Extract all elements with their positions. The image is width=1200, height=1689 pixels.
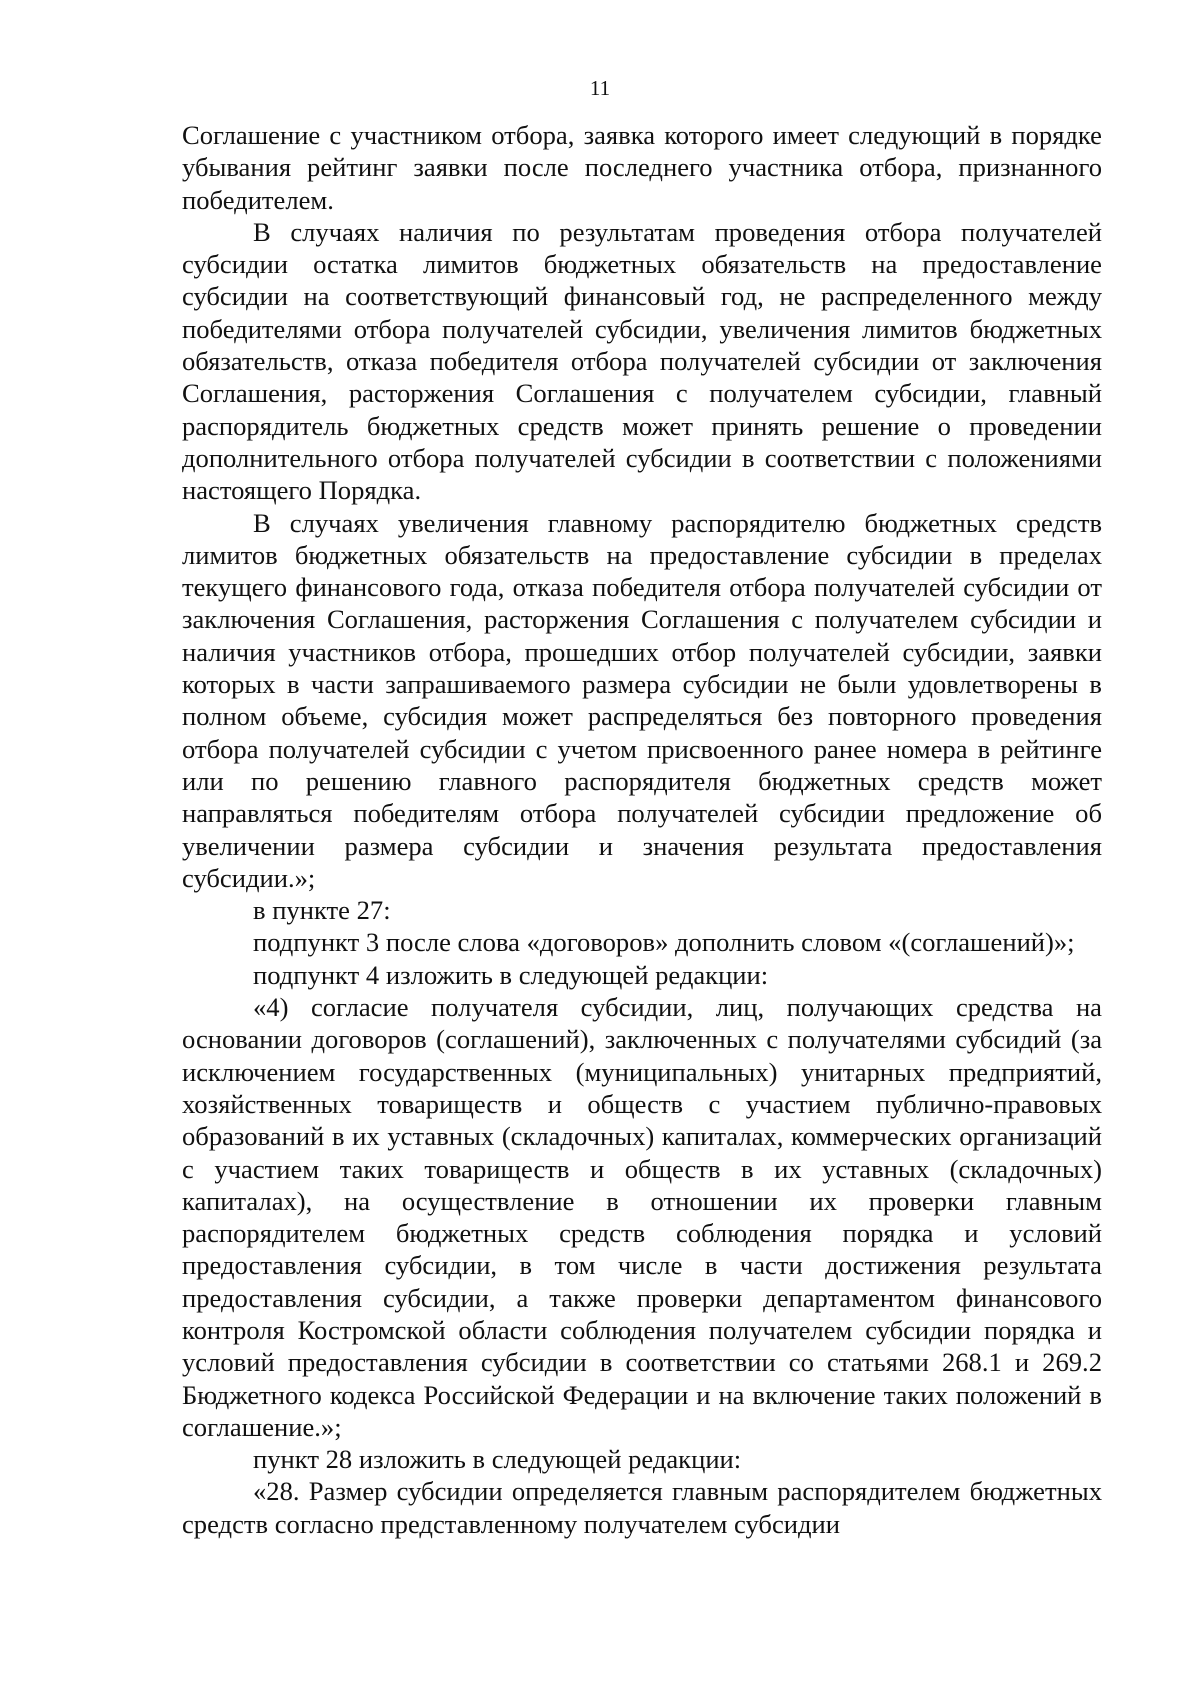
paragraph-3: В случаях увеличения главному распорядителю бюджетных средств лимитов бюджетных обязательств на предоставление субсидии в пределах текущего финансового года, отказа победителя отбора получателей субсидии от заключения Соглашения, расторжения Соглашения с получателем субсидии и наличия участников отбора, прошедших отбор получателей субсидии, заявки которых в части запрашиваемого размера субсидии не были удовлетворены в полном объеме, субсидия может распределяться без повторного проведения отбора получателей субсидии с учетом присвоенного ранее номера в рейтинге или по решению главного распорядителя бюджетных средств может направляться победителям отбора получателей субсидии предложение об увеличении размера субсидии и значения результата предоставления субсидии.»;	[182, 507, 1102, 893]
paragraph-2: В случаях наличия по результатам проведения отбора получателей субсидии остатка лимитов бюджетных обязательств на предоставление субсидии на соответствующий финансовый год, не распределенного между победителями отбора получателей субсидии, увеличения лимитов бюджетных обязательств, отказа победителя отбора получателей субсидии от заключения Соглашения, расторжения Соглашения с получателем субсидии, главный распорядитель бюджетных средств может принять решение о проведении дополнительного отбора получателей субсидии в соответствии с положениями настоящего Порядка.	[182, 216, 1102, 506]
paragraph-7: «4) согласие получателя субсидии, лиц, получающих средства на основании договоров (соглашений), заключенных с получателями субсидий (за исключением государственных (муниципальных) унитарных предприятий, хозяйственных товариществ и обществ с участием публично-правовых образований в их уставных (складочных) капиталах, коммерческих организаций с участием таких товариществ и обществ в их уставных (складочных) капиталах), на осуществление в отношении их проверки главным распорядителем бюджетных средств соблюдения порядка и условий предоставления субсидии, в том числе в части достижения результата предоставления субсидии, а также проверки департаментом финансового контроля Костромской области соблюдения получателем субсидии порядка и условий предоставления субсидии в соответствии со статьями 268.1 и 269.2 Бюджетного кодекса Российской Федерации и на включение таких положений в соглашение.»;	[182, 992, 1102, 1442]
document-body	[182, 119, 1102, 1540]
page-number: 11	[589, 76, 611, 100]
paragraph-1: Соглашение с участником отбора, заявка которого имеет следующий в порядке убывания рейтинг заявки после последнего участника отбора, признанного победителем.	[182, 120, 1102, 215]
paragraph-9: «28. Размер субсидии определяется главным распорядителем бюджетных средств согласно представленному получателем субсидии	[182, 1476, 1102, 1539]
paragraph-4: в пункте 27:	[253, 895, 391, 926]
paragraph-5: подпункт 3 после слова «договоров» дополнить словом «(соглашений)»;	[253, 927, 1075, 958]
paragraph-8: пункт 28 изложить в следующей редакции:	[253, 1444, 742, 1475]
paragraph-6: подпункт 4 изложить в следующей редакции:	[253, 959, 769, 990]
